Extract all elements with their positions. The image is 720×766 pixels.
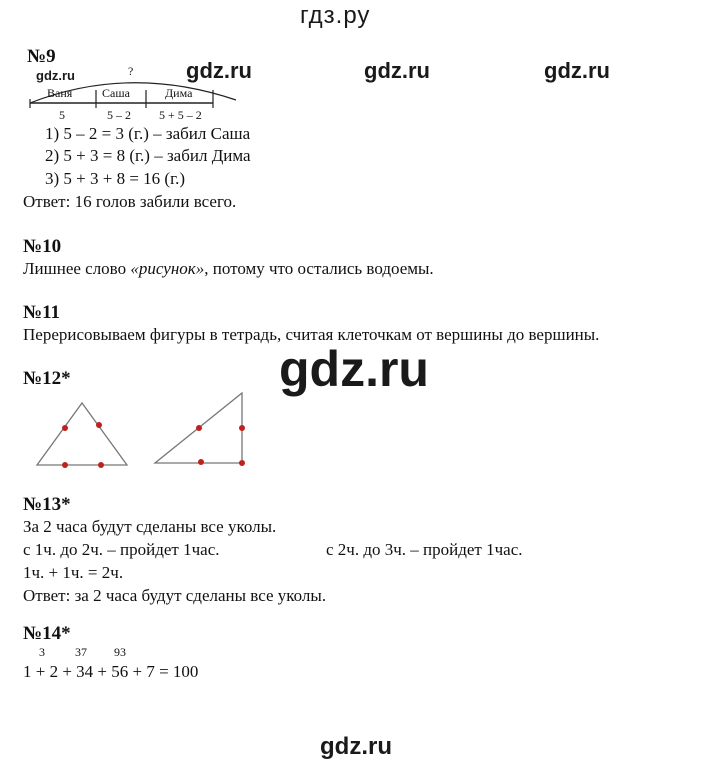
watermark-small: gdz.ru — [36, 68, 75, 83]
task-13-line-3: 1ч. + 1ч. = 2ч. — [23, 563, 124, 582]
vertex-dot-7 — [198, 459, 204, 465]
task-10-text — [23, 259, 434, 279]
task-14-title: №14* — [23, 623, 71, 644]
task-12-title: №12* — [23, 368, 71, 389]
task-10-text-before: Лишнее слово — [23, 259, 131, 278]
vertex-dot-1 — [62, 425, 68, 431]
task-14-equation: 1 + 2 + 34 + 56 + 7 = 100 — [23, 662, 199, 681]
diagram-name-sasha: Саша — [102, 86, 130, 100]
task-13-line-2a: с 1ч. до 2ч. – пройдет 1час. — [23, 540, 220, 559]
task-13-answer: Ответ: за 2 часа будут сделаны все уколы. — [23, 586, 327, 605]
diagram-question: ? — [128, 64, 134, 78]
vertex-dot-4 — [98, 462, 104, 468]
task-10-text-italic: «рисунок» — [130, 259, 205, 278]
diagram-value-vanya: 5 — [59, 108, 65, 122]
task-9-step-2: 2) 5 + 3 = 8 (г.) – забил Дима — [45, 146, 251, 165]
task-10-text-after: , потому что остались водоемы. — [204, 259, 434, 278]
vertex-dot-3 — [62, 462, 68, 468]
task-9-answer: Ответ: 16 голов забили всего. — [23, 192, 237, 211]
task-11-title: №11 — [23, 302, 61, 323]
watermark-row-1: gdz.ru — [186, 58, 252, 83]
triangle-isosceles — [37, 403, 127, 465]
task-10-title: №10 — [23, 236, 62, 257]
watermark-row-3: gdz.ru — [544, 58, 610, 83]
vertex-dot-6 — [239, 425, 245, 431]
watermark-big: gdz.ru — [279, 341, 429, 397]
task-9-step-3: 3) 5 + 3 + 8 = 16 (г.) — [45, 169, 186, 188]
vertex-dot-8 — [239, 460, 245, 466]
task-11-text: Перерисовываем фигуры в тетрадь, считая клеточкам от вершины до вершины. — [23, 325, 600, 344]
task-9-step-1: 1) 5 – 2 = 3 (г.) – забил Саша — [45, 124, 251, 143]
task-9-title: №9 — [27, 46, 56, 67]
vertex-dot-5 — [196, 425, 202, 431]
task-14-partial-3: 93 — [114, 645, 126, 659]
diagram-value-dima: 5 + 5 – 2 — [159, 108, 202, 122]
vertex-dot-2 — [96, 422, 102, 428]
task-13-line-2b: с 2ч. до 3ч. – пройдет 1час. — [326, 540, 523, 559]
watermark-row-2: gdz.ru — [364, 58, 430, 83]
site-header: гдз.ру — [300, 2, 371, 29]
task-14-partial-1: 3 — [39, 645, 45, 659]
watermark-footer: gdz.ru — [320, 733, 392, 760]
diagram-value-sasha: 5 – 2 — [107, 108, 131, 122]
task-14-partial-2: 37 — [75, 645, 87, 659]
diagram-name-dima: Дима — [165, 86, 193, 100]
task-13-title: №13* — [23, 494, 71, 515]
task-12-figures — [0, 0, 260, 90]
diagram-name-vanya: Ваня — [47, 86, 73, 100]
task-13-line-1: За 2 часа будут сделаны все уколы. — [23, 517, 277, 536]
